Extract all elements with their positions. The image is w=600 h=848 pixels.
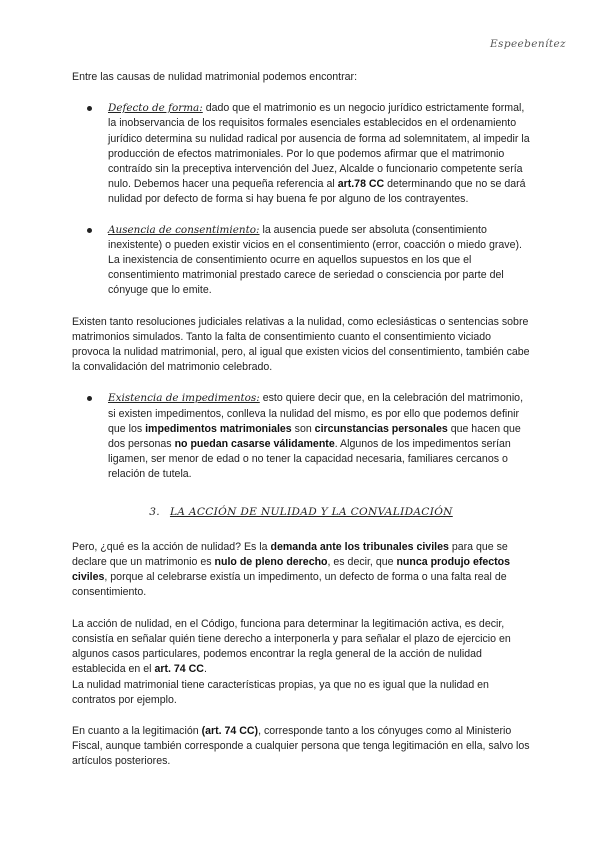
paragraph-accion-nulidad bbox=[72, 540, 530, 601]
item-text: determinando que no se dará nulidad por defecto de forma si hay buena fe por alguno de los contrayentes. bbox=[108, 178, 526, 206]
item-text: . Algunos de los impedimentos serían ligamen, ser menor de edad o no tener la capacidad necesaria, familiares cercanos o relación de tutela. bbox=[108, 438, 511, 481]
causes-list bbox=[72, 101, 530, 298]
para-text: Pero, ¿qué es la acción de nulidad? Es la bbox=[72, 540, 271, 553]
item-text: son bbox=[291, 422, 315, 435]
item-text: dado que el matrimonio es un negocio jurídico estrictamente formal, la inobservancia de los requisitos formales esenciales establecidos en el ordenamiento jurídico determina su nulidad radical por ausencia de forma ad solemnitatem, al impedir la producción de efectos matrimoniales. Por lo que podemos afirmar que el matrimonio contraído sin la preceptiva intervención del Juez, Alcalde o funcionario competente sería nulo. Debemos hacer una pequeña referencia al bbox=[108, 102, 530, 191]
list-item-impedimentos bbox=[108, 391, 530, 482]
para-text: , corresponde tanto a los cónyuges como al Ministerio Fiscal, aunque también corresponde a cualquier persona que tenga legitimación en ella, salvo los artículos posteriores. bbox=[72, 724, 530, 768]
causes-list-2 bbox=[72, 391, 530, 482]
term-impedimentos: Existencia de impedimentos: bbox=[108, 392, 260, 405]
item-text: que hacen que dos personas bbox=[108, 422, 521, 451]
para-text: , porque al celebrarse existía un impedimento, un defecto de forma o una falta real de consentimiento. bbox=[72, 571, 507, 599]
bold-circunstancias: circunstancias personales bbox=[314, 422, 448, 435]
paragraph-resoluciones: Existen tanto resoluciones judiciales relativas a la nulidad, como eclesiásticas o sentencias sobre matrimonios simulados. Tanto la falta de consentimiento cuanto el consentimiento viciado provoca la nulidad matrimonial, pero, al igual que existen vicios del consentimiento, también cabe la convalidación del matrimonio celebrado. bbox=[72, 315, 530, 374]
bold-nulo: nulo de pleno derecho bbox=[214, 556, 328, 569]
bullet-icon bbox=[87, 228, 92, 233]
list-item-ausencia-consentimiento bbox=[108, 223, 530, 299]
bold-impedimentos: impedimentos matrimoniales bbox=[145, 422, 292, 435]
para-text: , es decir, que bbox=[327, 556, 397, 569]
intro-text: Entre las causas de nulidad matrimonial podemos encontrar: bbox=[72, 71, 358, 83]
para-text: para que se declare que un matrimonio es bbox=[72, 540, 508, 569]
bold-nunca-produjo: nunca produjo efectos civiles bbox=[72, 556, 511, 584]
section-number: 3. bbox=[149, 505, 160, 518]
section-heading bbox=[72, 505, 530, 520]
paragraph-codigo bbox=[72, 617, 530, 678]
bullet-icon bbox=[87, 396, 92, 401]
document-body bbox=[72, 70, 530, 786]
paragraph-caracteristicas: La nulidad matrimonial tiene características propias, ya que no es igual que la nulidad en contratos por ejemplo. bbox=[72, 678, 489, 706]
para-text: . bbox=[203, 663, 207, 676]
term-defecto-forma: Defecto de forma: bbox=[108, 102, 203, 115]
bold-demanda: demanda ante los tribunales civiles bbox=[270, 540, 449, 553]
author-signature: Espeebenítez bbox=[489, 38, 566, 50]
para-text: La acción de nulidad, en el Código, funciona para determinar la legitimación activa, es decir, consistía en señalar quién tiene derecho a interponerla y para señalar el plazo de ejercicio en algunos casos particulares, podemos encontrar la regla general de la acción de nulidad establecida en el bbox=[72, 617, 511, 676]
bold-ref-art78: art.78 CC bbox=[337, 178, 385, 191]
bold-no-puedan: no puedan casarse válidamente bbox=[174, 438, 335, 451]
item-text: esto quiere decir que, en la celebración del matrimonio, si existen impedimentos, conlleva la nulidad del mismo, es por ello que podemos definir que los bbox=[108, 392, 524, 435]
bullet-icon bbox=[87, 106, 92, 111]
item-text: la ausencia puede ser absoluta (consentimiento inexistente) o pueden existir vicios en el consentimiento (error, coacción o miedo grave). La inexistencia de consentimiento ocurre en aquellos supuestos en los que el consentimiento matrimonial prestado carece de seriedad o consciencia por parte del cónyuge que lo emite. bbox=[108, 223, 522, 297]
bold-art74-ref: (art. 74 CC) bbox=[201, 724, 259, 737]
term-ausencia-consentimiento: Ausencia de consentimiento: bbox=[108, 223, 260, 236]
list-item-defecto-forma bbox=[108, 101, 530, 207]
section-title: LA ACCIÓN DE NULIDAD Y LA CONVALIDACIÓN bbox=[169, 505, 453, 518]
bold-art74: art. 74 CC bbox=[154, 663, 204, 676]
para-text: En cuanto a la legitimación bbox=[72, 724, 202, 737]
paragraph-legitimacion bbox=[72, 724, 530, 770]
